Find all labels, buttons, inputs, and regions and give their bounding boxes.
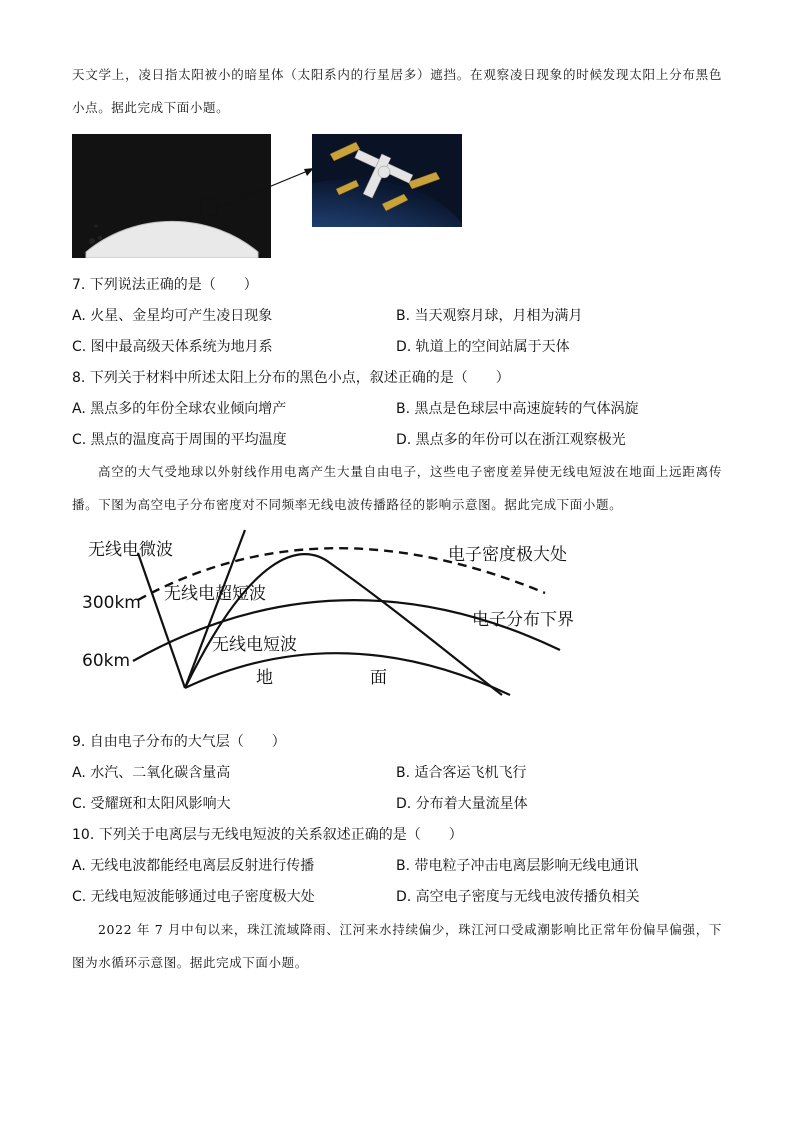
question-9-stem: 9. 自由电子分布的大气层（ ） xyxy=(72,734,286,750)
passage-water-cycle: 2022 年 7 月中旬以来，珠江流域降雨、江河来水持续偏少，珠江河口受咸潮影响比正常年份偏早偏强，下图为水循环示意图。据此完成下面小题。 xyxy=(72,922,722,970)
space-station-illustration xyxy=(312,134,462,227)
space-station-photo xyxy=(312,134,462,227)
q9-option-a[interactable]: A. 水汽、二氧化碳含量高 xyxy=(72,765,231,781)
q7-option-d[interactable]: D. 轨道上的空间站属于天体 xyxy=(396,339,570,355)
q8-option-c[interactable]: C. 黑点的温度高于周围的平均温度 xyxy=(72,432,287,448)
ultrashort-ray xyxy=(185,530,245,688)
label-density-max: 电子密度极大处 xyxy=(448,545,567,565)
label-altitude-300: 300km xyxy=(82,593,141,613)
ground-curve xyxy=(185,653,510,695)
passage-ionosphere: 高空的大气受地球以外射线作用电离产生大量自由电子，这些电子密度差异使无线电短波在地面上远距离传播。下图为高空电子分布密度对不同频率无线电波传播路径的影响示意图。据此完成下面小题。 xyxy=(72,464,722,512)
q7-option-b[interactable]: B. 当天观察月球，月相为满月 xyxy=(396,308,583,324)
pointer-arrow xyxy=(210,160,320,220)
q8-option-b[interactable]: B. 黑点是色球层中高速旋转的气体涡旋 xyxy=(396,401,639,417)
label-ground-1: 地 xyxy=(256,668,273,688)
label-altitude-60: 60km xyxy=(82,651,131,671)
label-ground-2: 面 xyxy=(370,668,387,688)
passage-transit: 天文学上，凌日指太阳被小的暗星体（太阳系内的行星居多）遮挡。在观察凌日现象的时候发现太阳上分布黑色小点。据此完成下面小题。 xyxy=(72,67,722,115)
q9-option-d[interactable]: D. 分布着大量流星体 xyxy=(396,796,528,812)
question-7-stem: 7. 下列说法正确的是（ ） xyxy=(72,277,258,293)
q10-option-d[interactable]: D. 高空电子密度与无线电波传播负相关 xyxy=(396,889,640,905)
label-ultrashort: 无线电超短波 xyxy=(164,584,266,604)
q7-option-a[interactable]: A. 火星、金星均可产生凌日现象 xyxy=(72,308,273,324)
q9-option-c[interactable]: C. 受耀斑和太阳风影响大 xyxy=(72,796,231,812)
q10-option-b[interactable]: B. 带电粒子冲击电离层影响无线电通讯 xyxy=(396,858,639,874)
radio-wave-diagram xyxy=(0,525,794,710)
q10-option-a[interactable]: A. 无线电波都能经电离层反射进行传播 xyxy=(72,858,315,874)
q8-option-a[interactable]: A. 黑点多的年份全球农业倾向增产 xyxy=(72,401,287,417)
q10-option-c[interactable]: C. 无线电短波能够通过电子密度极大处 xyxy=(72,889,315,905)
q9-option-b[interactable]: B. 适合客运飞机飞行 xyxy=(396,765,527,781)
microwave-ray xyxy=(138,553,185,688)
question-10-stem: 10. 下列关于电离层与无线电短波的关系叙述正确的是（ ） xyxy=(72,827,463,843)
q7-option-c[interactable]: C. 图中最高级天体系统为地月系 xyxy=(72,339,273,355)
question-8-stem: 8. 下列关于材料中所述太阳上分布的黑色小点，叙述正确的是（ ） xyxy=(72,370,510,386)
label-shortwave: 无线电短波 xyxy=(212,635,297,655)
label-lower-bound: 电子分布下界 xyxy=(472,610,574,630)
label-microwave: 无线电微波 xyxy=(88,540,173,560)
q8-option-d[interactable]: D. 黑点多的年份可以在浙江观察极光 xyxy=(396,432,626,448)
